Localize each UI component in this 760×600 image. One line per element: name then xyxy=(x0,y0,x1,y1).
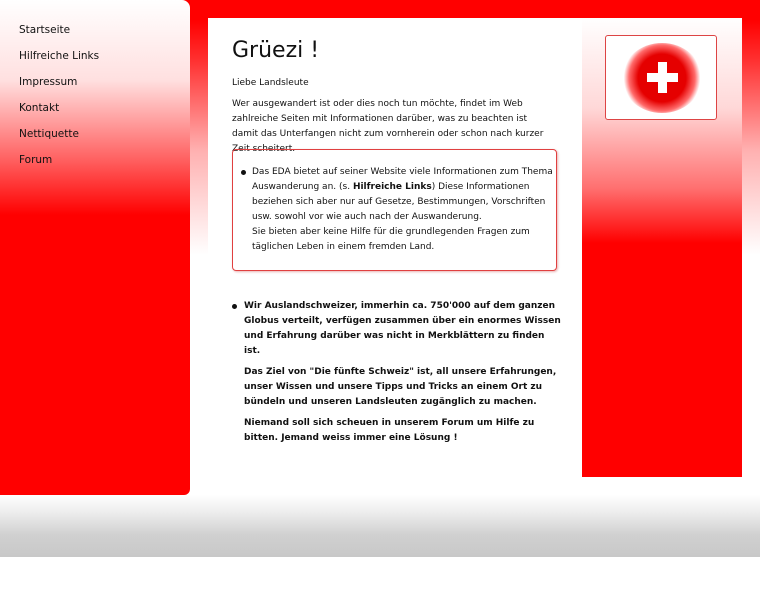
info-text-after-link: ) Diese Informationen beziehen sich aber nur auf Gesetze, Bestimmungen, Vorschriften usw. sowohl vor wie auch nach der Auswanderung. xyxy=(252,182,546,222)
info-box xyxy=(232,149,557,271)
info-text-second: Sie bieten aber keine Hilfe für die grundlegenden Fragen zum täglichen Leben in einem fremden Land. xyxy=(252,227,530,252)
intro-paragraph: Wer ausgewandert ist oder dies noch tun möchte, findet im Web zahlreiche Seiten mit Informationen darüber, was zu beachten ist damit das Unterfangen nicht zum vornherein oder schon nach kurzer Zeit scheitert. xyxy=(232,99,544,154)
bullet-icon xyxy=(232,304,237,309)
nav-item-kontakt xyxy=(19,96,99,122)
nav-link-kontakt[interactable]: Kontakt xyxy=(19,102,60,114)
salutation: Liebe Landsleute xyxy=(232,78,309,88)
feature-paragraph-3: Niemand soll sich scheuen in unserem Forum um Hilfe zu bitten. Jemand weiss immer eine Lösung ! xyxy=(244,418,535,443)
info-link-hilfreiche-links[interactable]: Hilfreiche Links xyxy=(352,182,432,192)
nav-item-hilfreiche-links xyxy=(19,44,99,70)
nav-link-impressum[interactable]: Impressum xyxy=(19,76,78,88)
flag-cross-horizontal xyxy=(647,73,678,82)
nav-item-startseite xyxy=(19,18,99,44)
nav-item-forum xyxy=(19,148,99,174)
bullet-icon xyxy=(241,170,246,175)
nav-link-forum[interactable]: Forum xyxy=(19,154,53,166)
nav-menu xyxy=(19,18,99,174)
info-text-before-link: Das EDA bietet auf seiner Website viele Informationen zum Thema Auswanderung an. (s. xyxy=(252,167,553,192)
nav-link-nettiquette[interactable]: Nettiquette xyxy=(19,128,79,140)
nav-item-impressum xyxy=(19,70,99,96)
nav-link-hilfreiche-links[interactable]: Hilfreiche Links xyxy=(19,50,100,62)
nav-link-startseite[interactable]: Startseite xyxy=(19,24,71,36)
page-title: Grüezi ! xyxy=(232,38,320,63)
swiss-flag-icon xyxy=(605,35,717,120)
footer xyxy=(0,495,760,557)
nav-item-nettiquette xyxy=(19,122,99,148)
feature-section xyxy=(232,299,562,452)
feature-paragraph-2: Das Ziel von "Die fünfte Schweiz" ist, all unsere Erfahrungen, unser Wissen und unsere Tipps und Tricks an einem Ort zu bündeln und unseren Landsleuten zugänglich zu machen. xyxy=(244,367,557,407)
feature-paragraph-1: Wir Auslandschweizer, immerhin ca. 750'000 auf dem ganzen Globus verteilt, verfügen zusammen über ein enormes Wissen und Erfahrung darüber was nicht in Merkblättern zu finden ist. xyxy=(244,301,561,356)
info-list xyxy=(241,165,553,255)
info-list-item xyxy=(241,165,553,255)
sidebar xyxy=(0,0,190,495)
